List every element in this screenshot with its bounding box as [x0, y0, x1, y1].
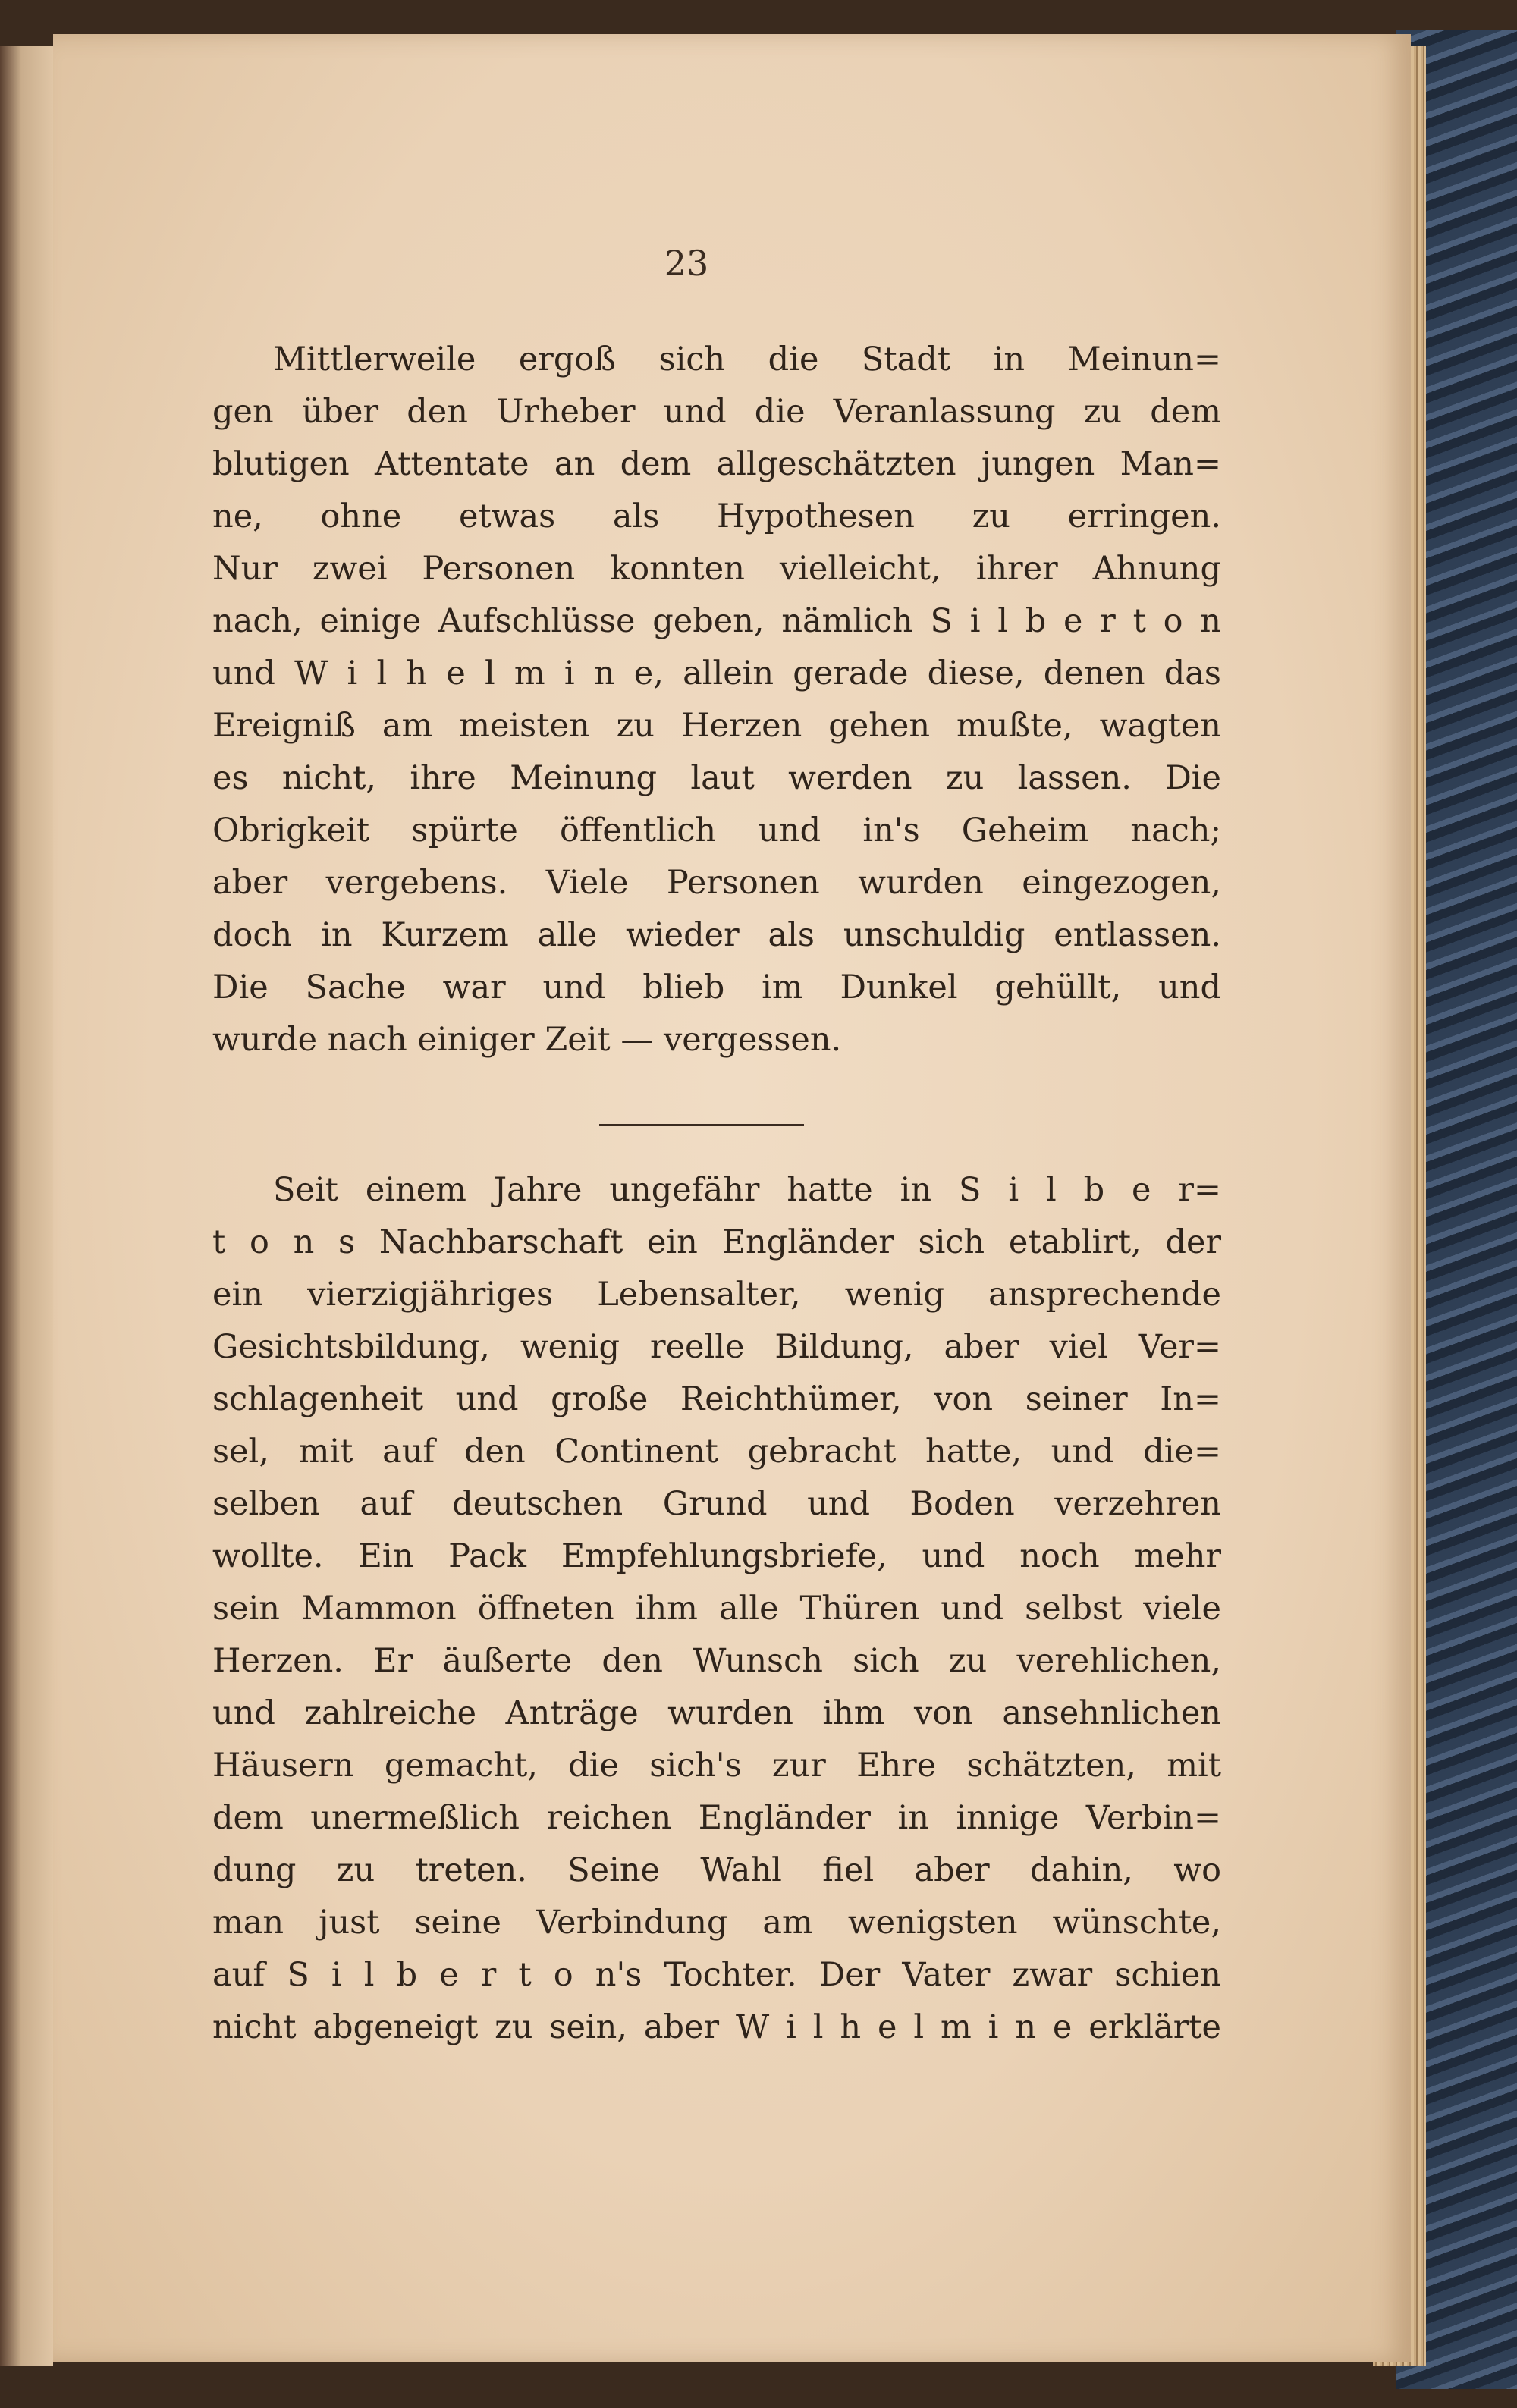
text-line: wollte. Ein Pack Empfehlungsbriefe, und noch mehr [212, 1537, 1221, 1575]
text-line: und zahlreiche Anträge wurden ihm von ansehnlichen [212, 1694, 1221, 1732]
text-line: t o n s Nachbarschaft ein Engländer sich etablirt, der [212, 1223, 1221, 1261]
text-line: doch in Kurzem alle wieder als unschuldig entlassen. [212, 916, 1221, 954]
text-line: selben auf deutschen Grund und Boden verzehren [212, 1485, 1221, 1523]
text-line: wurde nach einiger Zeit — vergessen. [212, 1021, 842, 1059]
text-line: blutigen Attentate an dem allgeschätzten jungen Man= [212, 445, 1221, 483]
text-line: Häusern gemacht, die sich's zur Ehre schätzten, mit [212, 1747, 1221, 1785]
text-line: ein vierzigjähriges Lebensalter, wenig ansprechende [212, 1276, 1221, 1314]
text-line: Ereigniß am meisten zu Herzen gehen mußte, wagten [212, 707, 1221, 745]
text-line: Obrigkeit spürte öffentlich und in's Geheim nach; [212, 812, 1221, 849]
text-line: Nur zwei Personen konnten vielleicht, ihrer Ahnung [212, 550, 1221, 588]
text-line: aber vergebens. Viele Personen wurden eingezogen, [212, 864, 1221, 902]
text-line: es nicht, ihre Meinung laut werden zu lassen. Die [212, 759, 1221, 797]
text-line: sel, mit auf den Continent gebracht hatte, und die= [212, 1433, 1221, 1471]
text-line: dung zu treten. Seine Wahl fiel aber dahin, wo [212, 1851, 1221, 1889]
text-line: nach, einige Aufschlüsse geben, nämlich S i l b e r t o n [212, 602, 1221, 640]
section-divider [599, 1124, 804, 1126]
text-line: ne, ohne etwas als Hypothesen zu erringen. [212, 498, 1221, 535]
text-line: nicht abgeneigt zu sein, aber W i l h e l m i n e erklärte [212, 2008, 1221, 2046]
paragraph-1 [212, 334, 1221, 1066]
text-line: gen über den Urheber und die Veranlassung zu dem [212, 393, 1221, 431]
text-line: Mittlerweile ergoß sich die Stadt in Meinun= [273, 341, 1221, 378]
text-line: sein Mammon öffneten ihm alle Thüren und selbst viele [212, 1590, 1221, 1628]
text-line: Die Sache war und blieb im Dunkel gehüllt, und [212, 969, 1221, 1006]
text-line: und W i l h e l m i n e, allein gerade diese, denen das [212, 655, 1221, 692]
text-line: Gesichtsbildung, wenig reelle Bildung, aber viel Ver= [212, 1328, 1221, 1366]
book-page [53, 34, 1411, 2362]
text-line: schlagenheit und große Reichthümer, von seiner In= [212, 1380, 1221, 1418]
page-number: 23 [664, 243, 709, 284]
paragraph-2 [212, 1164, 1221, 2054]
text-line: dem unermeßlich reichen Engländer in innige Verbin= [212, 1799, 1221, 1837]
text-line: Seit einem Jahre ungefähr hatte in S i l b e r= [273, 1171, 1221, 1209]
text-line: auf S i l b e r t o n's Tochter. Der Vater zwar schien [212, 1956, 1221, 1994]
text-line: Herzen. Er äußerte den Wunsch sich zu verehlichen, [212, 1642, 1221, 1680]
text-line: man just seine Verbindung am wenigsten wünschte, [212, 1904, 1221, 1942]
left-page-edge [0, 46, 53, 2366]
